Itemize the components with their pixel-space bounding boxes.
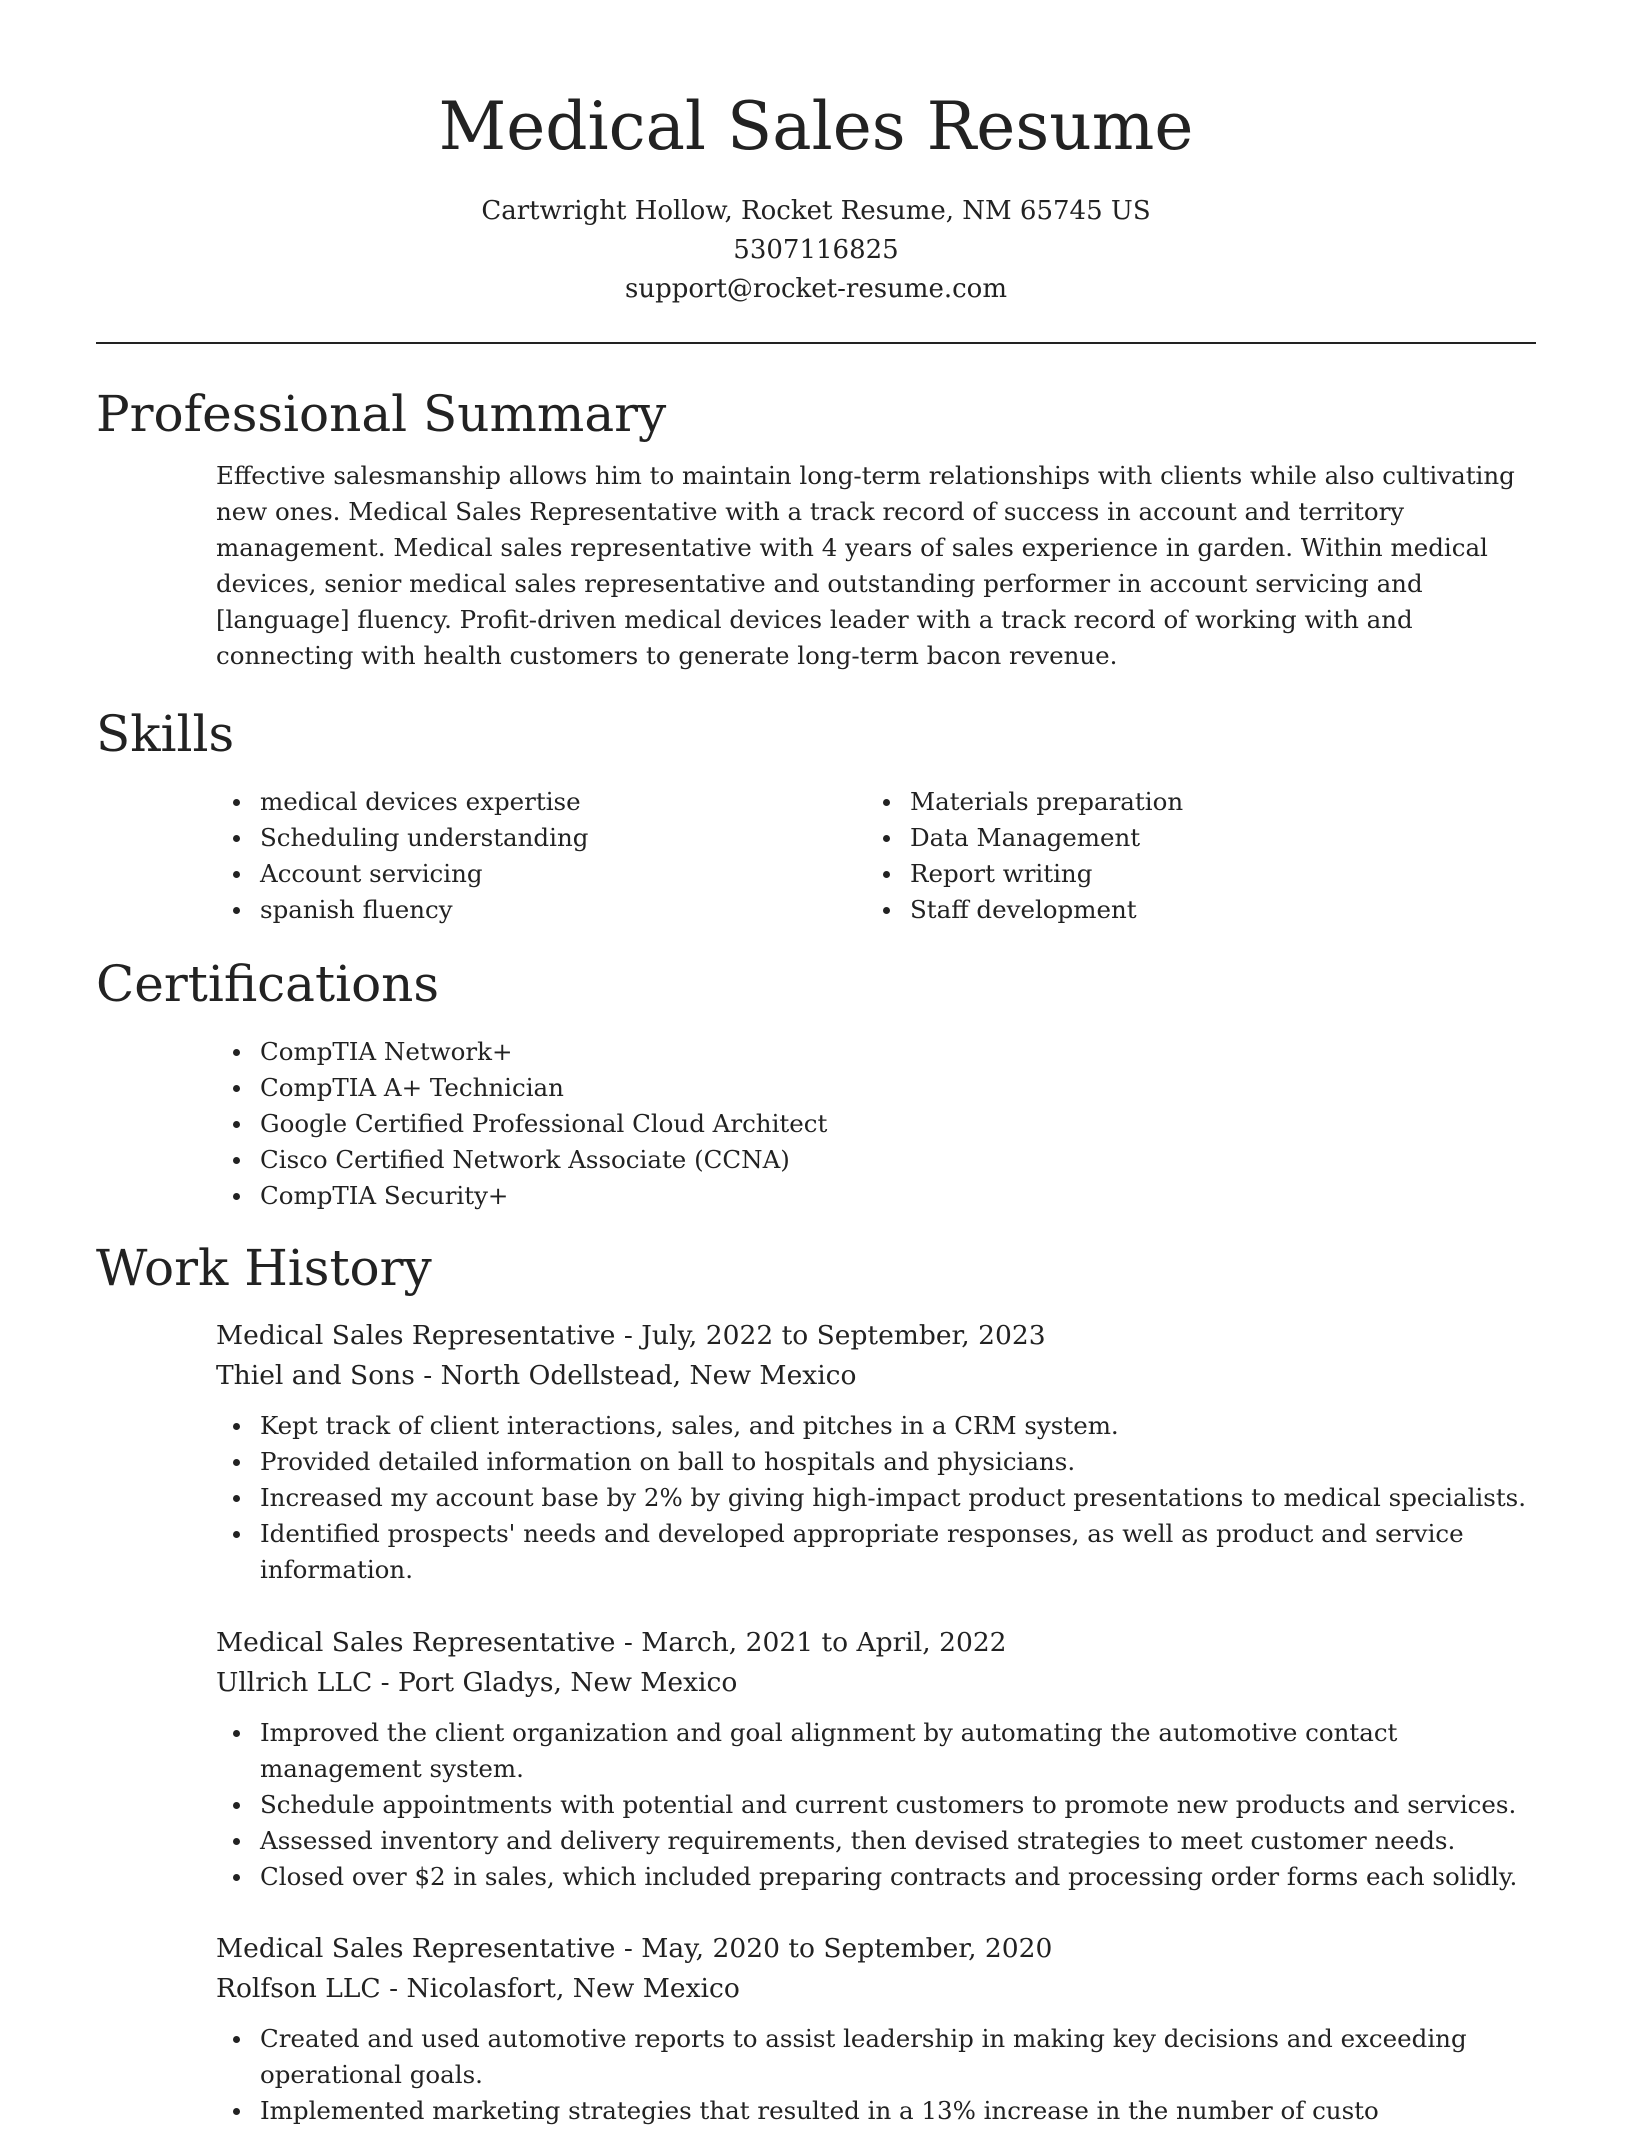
certifications-section [96,952,1536,1214]
skill-item: medical devices expertise [216,784,866,820]
job-entry [96,1623,1536,1895]
skill-item: Report writing [866,856,1516,892]
job-separator: - [372,1667,399,1698]
contact-block [96,192,1536,309]
job-dates: May, 2020 to September, 2020 [641,1933,1053,1964]
summary-text: Effective salesmanship allows him to maintain long-term relationships with clients while also cultivating new ones. Medical Sales Representative with a track record of success in account and territory management. Medical sales representative with 4 years of sales experience in garden. Within medical devices, senior medical sales representative and outstanding performer in account servicing and [language] fluency. Profit-driven medical devices leader with a track record of working with and connecting with health customers to generate long-term bacon revenue. [216,461,1515,670]
job-separator: - [615,1627,642,1658]
skill-item: Staff development [866,892,1516,928]
job-separator: - [615,1933,642,1964]
skill-item: Materials preparation [866,784,1516,820]
skills-columns [216,784,1536,928]
job-company: Rolfson LLC [216,1973,381,2004]
job-bullets [216,1715,1536,1895]
job-company: Ullrich LLC [216,1667,373,1698]
job-company-line [216,1969,1536,2009]
header-divider [96,342,1536,344]
email: support@rocket-resume.com [624,274,1007,304]
skill-item: Scheduling understanding [216,820,866,856]
job-company-line [216,1356,1536,1396]
job-title-line [216,1929,1536,1969]
certification-item: Google Certified Professional Cloud Architect [216,1106,1536,1142]
skill-item: Account servicing [216,856,866,892]
job-bullet: Increased my account base by 2% by giving high-impact product presentations to medical specialists. [216,1480,1536,1516]
job-bullet: Schedule appointments with potential and current customers to promote new products and services. [216,1787,1536,1823]
work-history-section [96,1236,1536,1300]
resume-title: Medical Sales Resume [438,88,1194,165]
job-bullet: Provided detailed information on ball to hospitals and physicians. [216,1444,1536,1480]
job-location: North Odellstead, New Mexico [440,1360,857,1391]
address: Cartwright Hollow, Rocket Resume, NM 65745 US [481,196,1151,226]
job-bullet: Implemented marketing strategies that resulted in a 13% increase in the number of custo [216,2093,1536,2129]
certification-item: Cisco Certified Network Associate (CCNA) [216,1142,1536,1178]
job-bullet: Identified prospects' needs and developed appropriate responses, as well as product and service information. [216,1516,1536,1588]
job-bullet: Created and used automotive reports to assist leadership in making key decisions and exceeding operational goals. [216,2021,1536,2093]
job-bullet: Improved the client organization and goal alignment by automating the automotive contact management system. [216,1715,1536,1787]
job-company: Thiel and Sons [216,1360,415,1391]
certification-item: CompTIA Network+ [216,1034,1536,1070]
certification-item: CompTIA A+ Technician [216,1070,1536,1106]
job-bullets [216,2021,1536,2129]
job-separator: - [414,1360,441,1391]
job-separator: - [615,1320,642,1351]
work-history-heading: Work History [96,1239,432,1297]
job-bullets [216,1408,1536,1588]
skills-list-left [216,784,866,928]
skills-list-right [866,784,1516,928]
certifications-list [216,1034,1536,1214]
job-bullet: Kept track of client interactions, sales, and pitches in a CRM system. [216,1408,1536,1444]
job-title: Medical Sales Representative [216,1627,616,1658]
job-title: Medical Sales Representative [216,1320,616,1351]
job-bullet: Assessed inventory and delivery requirements, then devised strategies to meet customer needs. [216,1823,1536,1859]
job-location: Nicolasfort, New Mexico [406,1973,740,2004]
summary-section [96,382,1536,674]
job-title-line [216,1623,1536,1663]
certifications-heading: Certifications [96,955,440,1013]
job-dates: July, 2022 to September, 2023 [641,1320,1046,1351]
skill-item: Data Management [866,820,1516,856]
job-separator: - [380,1973,407,2004]
job-title: Medical Sales Representative [216,1933,616,1964]
phone: 5307116825 [733,235,899,265]
resume-page [96,0,1536,2125]
job-entry [96,1316,1536,1588]
job-dates: March, 2021 to April, 2022 [641,1627,1007,1658]
job-title-line [216,1316,1536,1356]
job-bullet: Closed over $2 in sales, which included preparing contracts and processing order forms each solidly. [216,1859,1536,1895]
job-location: Port Gladys, New Mexico [398,1667,738,1698]
job-company-line [216,1663,1536,1703]
certification-item: CompTIA Security+ [216,1178,1536,1214]
job-entry [96,1929,1536,2129]
skills-section [96,702,1536,928]
summary-heading: Professional Summary [96,385,667,443]
skills-heading: Skills [96,705,235,763]
skill-item: spanish fluency [216,892,866,928]
